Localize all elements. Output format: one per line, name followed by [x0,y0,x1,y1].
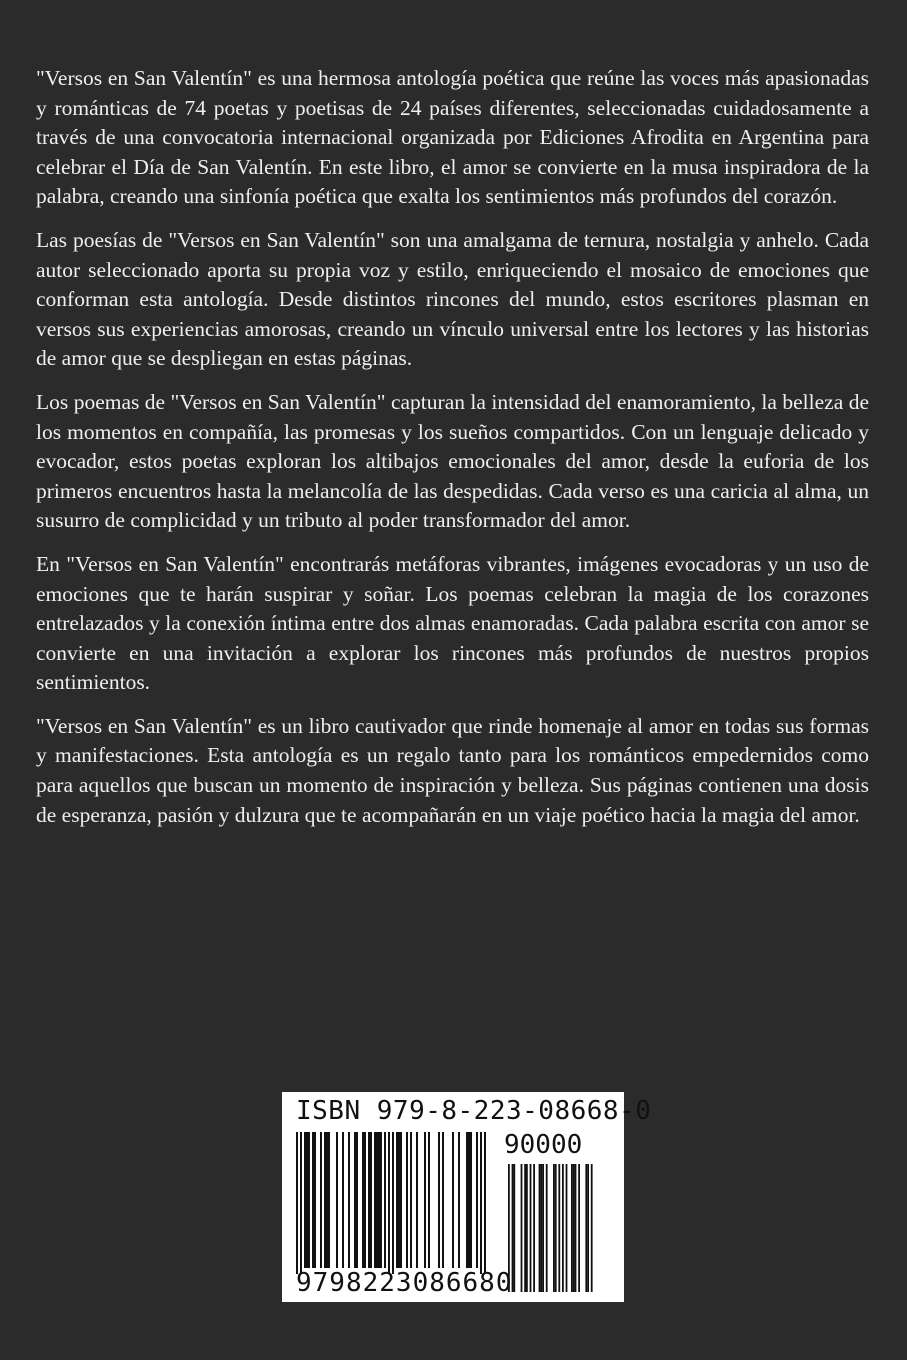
barcode-bar [300,1132,302,1274]
addon-bar [513,1164,515,1292]
barcode-bar [396,1132,398,1268]
ean-digits: 9798223086680 [296,1268,513,1298]
addon-bar [539,1164,541,1292]
barcode-bar [388,1132,390,1274]
blurb-paragraph-3: Los poemas de "Versos en San Valentín" capturan la intensidad del enamoramiento, la belleza de los momentos en compañía, las promesas y los sueños compartidos. Con un lenguaje delicado y evocador, estos poetas exploran los altibajos emocionales del amor, desde la euforia de los primeros encuentros hasta la melancolía de las despedidas. Cada verso es una caricia al alma, un susurro de complicidad y un tributo al poder transformador del amor. [36,389,869,533]
barcode-bar [370,1132,372,1268]
addon-bar [573,1164,575,1292]
barcode-bar [470,1132,472,1268]
barcode-bar [312,1132,314,1268]
addon-bar [562,1164,564,1292]
barcode-bar [304,1132,306,1268]
addon-bar [533,1164,535,1292]
addon-bar [578,1164,580,1292]
barcode-bar [356,1132,358,1268]
addon-bar [587,1164,589,1292]
barcode-bar [458,1132,460,1268]
barcode-bar [438,1132,440,1268]
barcode-bar [320,1132,322,1268]
barcode-bar [378,1132,380,1268]
addon-bar [530,1164,532,1292]
addon-bar [591,1164,593,1292]
barcode-bar [376,1132,378,1268]
addon-bar [526,1164,528,1292]
barcode-bar [364,1132,366,1268]
book-description [36,64,869,844]
addon-bar [521,1164,523,1292]
addon-bar [524,1164,526,1292]
barcode-bar [384,1132,386,1268]
barcode-bar [362,1132,364,1268]
barcode-bar [324,1132,326,1268]
barcode-bar [410,1132,412,1268]
addon-bar [566,1164,568,1292]
barcode-bar [442,1132,444,1268]
blurb-paragraph-2: Las poesías de "Versos en San Valentín" son una amalgama de ternura, nostalgia y anhelo. Cada autor seleccionado aporta su propia voz y estilo, enriqueciendo el mosaico de emociones que conforman esta antología. Desde distintos rincones del mundo, estos escritores plasman en versos sus experiencias amorosas, creando un vínculo universal entre los lectores y las historias de amor que se despliegan en estas páginas. [36,227,869,371]
barcode-bar [328,1132,330,1268]
barcode-bar [480,1132,482,1274]
price-addon-digits: 90000 [504,1130,583,1160]
barcode-bar [416,1132,418,1268]
barcode-bar [424,1132,426,1268]
barcode-bar [336,1132,338,1268]
blurb-paragraph-5: "Versos en San Valentín" es un libro cautivador que rinde homenaje al amor en todas sus formas y manifestaciones. Esta antología es un regalo tanto para los románticos empedernidos como para aquellos que buscan un momento de inspiración y belleza. Sus páginas contienen una dosis de esperanza, pasión y dulzura que te acompañarán en un viaje poético hacia la magia del amor. [36,713,869,827]
addon-bar [540,1164,542,1292]
barcode-bar [314,1132,316,1268]
barcode-bar [306,1132,308,1268]
addon-bar [571,1164,573,1292]
addon-bar [585,1164,587,1292]
addon-bar [558,1164,560,1292]
addon-bar [575,1164,577,1292]
addon-bar [546,1164,548,1292]
barcode-bar [452,1132,454,1268]
blurb-paragraph-4: En "Versos en San Valentín" encontrarás metáforas vibrantes, imágenes evocadoras y un uso de emociones que te harán suspirar y soñar. Los poemas celebran la magia de los corazones entrelazados y la conexión íntima entre dos almas enamoradas. Cada palabra escrita con amor se convierte en una invitación a explorar los rincones más profundos de nuestros propios sentimientos. [36,551,869,695]
barcode-bar [398,1132,400,1268]
addon-bar [555,1164,557,1292]
barcode-bar [400,1132,402,1268]
barcode-bar [374,1132,376,1268]
barcode-bar [354,1132,356,1268]
isbn-barcode [282,1092,652,1302]
barcode-bar [466,1132,468,1268]
isbn-label: ISBN 979-8-223-08668-0 [296,1096,652,1126]
barcode-bar [326,1132,328,1268]
barcode-bar [484,1132,486,1274]
addon-bar [553,1164,555,1292]
barcode-bar [476,1132,478,1268]
barcode-bar [406,1132,408,1268]
barcode-bar [468,1132,470,1268]
addon-bar [542,1164,544,1292]
barcode-bar [342,1132,344,1268]
barcode-bar [308,1132,310,1268]
barcode-bar [380,1132,382,1268]
barcode-bar [296,1132,298,1274]
barcode-bar [428,1132,430,1268]
barcode-bar [368,1132,370,1268]
barcode-bar [348,1132,350,1268]
barcode-bar [392,1132,394,1274]
blurb-paragraph-1: "Versos en San Valentín" es una hermosa antología poética que reúne las voces más apasionadas y románticas de 74 poetas y poetisas de 24 países diferentes, seleccionadas cuidadosamente a través de una convocatoria internacional organizada por Ediciones Afrodita en Argentina para celebrar el Día de San Valentín. En este libro, el amor se convierte en la musa inspiradora de la palabra, creando una sinfonía poética que exalta los sentimientos más profundos del corazón. [36,66,869,209]
